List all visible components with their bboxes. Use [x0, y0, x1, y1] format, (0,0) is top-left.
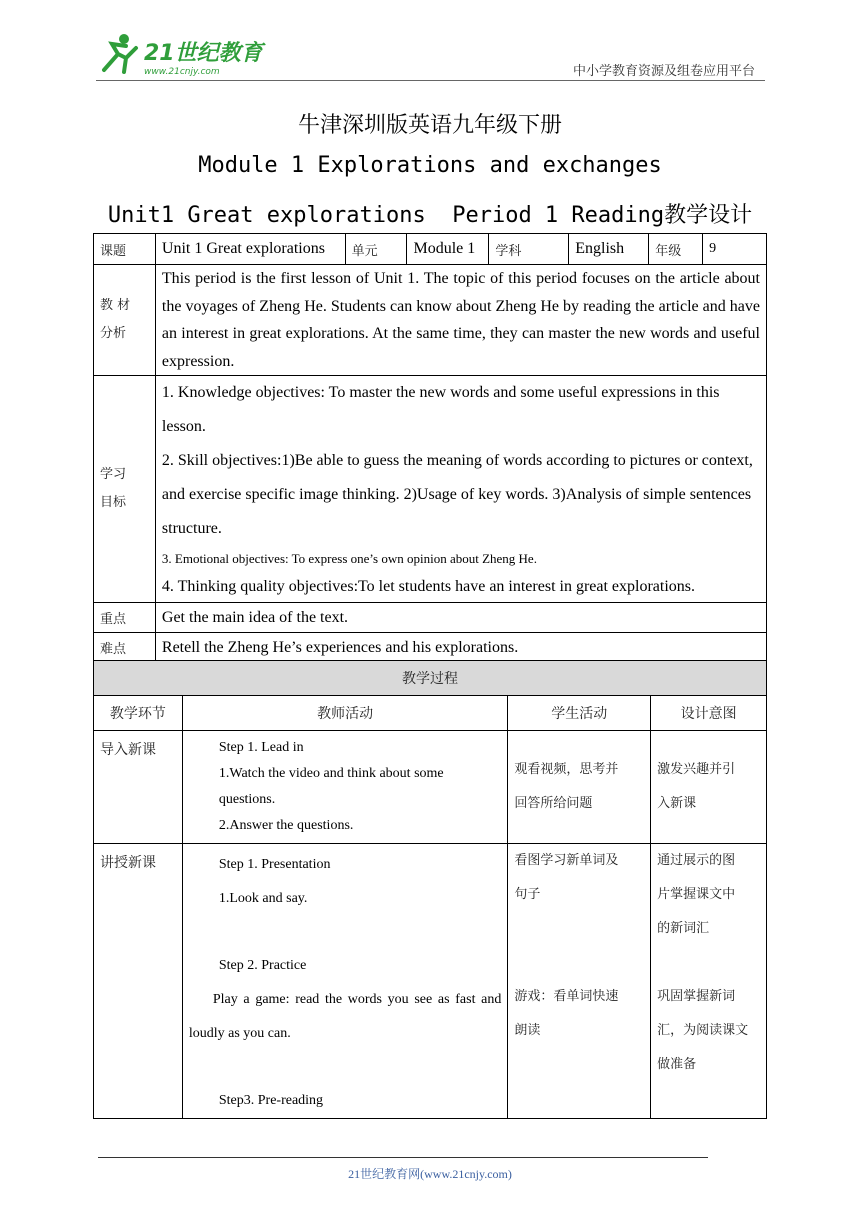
grade-value: 9	[703, 234, 767, 265]
subject-label: 学科	[489, 234, 569, 265]
intent-text-2: 入新课	[657, 796, 697, 811]
student-text-a1: 看图学习新单词及	[514, 853, 619, 868]
step-lead-in: Step 1. Lead in	[218, 740, 304, 755]
logo-text: 21世纪教育	[144, 41, 263, 66]
student-text-2: 回答所给问题	[514, 796, 593, 811]
intent-text-1: 激发兴趣并引	[657, 762, 736, 777]
item-watch-video: 1.Watch the video and think about some questions.	[218, 766, 444, 807]
step-pre-reading: Step3. Pre-reading	[218, 1093, 324, 1108]
header-rule	[96, 80, 765, 81]
objectives-list	[155, 376, 766, 603]
logo-url: www.21cnjy.com	[144, 67, 220, 77]
process-title: 教学过程	[94, 661, 767, 696]
unit-value: Module 1	[407, 234, 489, 265]
student-cell	[508, 844, 651, 1119]
objective-skill: 2. Skill objectives:1)Be able to guess the meaning of words according to pictures or context, and exercise specific image thinking. 2)Usage of key words. 3)Analysis of simple sentences structure.	[161, 452, 753, 537]
table-row	[94, 844, 767, 1119]
intent-text-b1: 巩固掌握新词	[657, 989, 736, 1004]
objectives-label-2: 目标	[100, 495, 127, 510]
analysis-label-1: 教 材	[100, 298, 131, 313]
platform-name: 中小学教育资源及组卷应用平台	[572, 64, 755, 79]
col-stage: 教学环节	[94, 696, 183, 731]
unit-label: 单元	[345, 234, 407, 265]
doc-unit: Unit1 Great explorations Period 1 Reading教学设计	[107, 203, 753, 228]
table-row	[94, 731, 767, 844]
footer-rule	[98, 1157, 708, 1158]
student-text-b2: 朗读	[514, 1023, 541, 1038]
step-presentation: Step 1. Presentation	[218, 857, 331, 872]
doc-title: 牛津深圳版英语九年级下册	[297, 113, 562, 138]
analysis-label-2: 分析	[100, 326, 127, 341]
key-label: 重点	[94, 603, 156, 633]
topic-label: 课题	[94, 234, 156, 265]
grade-label: 年级	[649, 234, 703, 265]
step-practice: Step 2. Practice	[218, 958, 307, 973]
footer-link[interactable]: 21世纪教育网(www.21cnjy.com)	[348, 1167, 512, 1181]
item-answer: 2.Answer the questions.	[218, 818, 354, 833]
intent-text-a3: 的新词汇	[657, 921, 710, 936]
col-intent: 设计意图	[651, 696, 767, 731]
intent-text-b2: 汇，为阅读课文	[657, 1023, 749, 1038]
intent-text-a2: 片掌握课文中	[657, 887, 736, 902]
difficult-label: 难点	[94, 633, 156, 663]
item-look-say: 1.Look and say.	[218, 891, 308, 906]
intent-cell	[651, 731, 767, 844]
student-text-1: 观看视频，思考并	[514, 762, 619, 777]
difficult-value: Retell the Zheng He’s experiences and his explorations.	[155, 633, 766, 663]
step-item	[189, 761, 502, 813]
doc-module: Module 1 Explorations and exchanges	[198, 153, 662, 178]
stage-cell: 讲授新课	[94, 844, 183, 1119]
analysis-label	[94, 265, 156, 376]
student-cell	[508, 731, 651, 844]
col-teacher: 教师活动	[182, 696, 508, 731]
intent-cell	[651, 844, 767, 1119]
key-value: Get the main idea of the text.	[155, 603, 766, 633]
subject-value: English	[569, 234, 649, 265]
logo	[96, 30, 266, 80]
analysis-text: This period is the first lesson of Unit 1. The topic of this period focuses on the article about the voyages of Zheng He. Students can know about Zheng He by reading the article and have an interest in great explorations. At the same time, they can master the new words and useful expression.	[155, 265, 766, 376]
col-student: 学生活动	[508, 696, 651, 731]
stage-cell: 导入新课	[94, 731, 183, 844]
student-text-a2: 句子	[514, 887, 541, 902]
teacher-cell	[182, 844, 508, 1119]
info-table	[93, 233, 767, 663]
item-game: Play a game: read the words you see as fast and loudly as you can.	[188, 992, 502, 1041]
intent-text-a1: 通过展示的图	[657, 853, 736, 868]
process-table	[93, 660, 767, 1119]
teacher-cell	[182, 731, 508, 844]
objectives-label-1: 学习	[100, 467, 127, 482]
objective-emotional: 3. Emotional objectives: To express one’s own opinion about Zheng He.	[161, 551, 537, 566]
objectives-label	[94, 376, 156, 603]
intent-text-b3: 做准备	[657, 1057, 697, 1072]
objective-knowledge: 1. Knowledge objectives: To master the new words and some useful expressions in this lesson.	[161, 384, 720, 435]
objective-thinking: 4. Thinking quality objectives:To let students have an interest in great explorations.	[161, 578, 696, 595]
topic-value: Unit 1 Great explorations	[155, 234, 345, 265]
student-text-b1: 游戏：看单词快速	[514, 989, 619, 1004]
runner-icon	[104, 34, 136, 72]
